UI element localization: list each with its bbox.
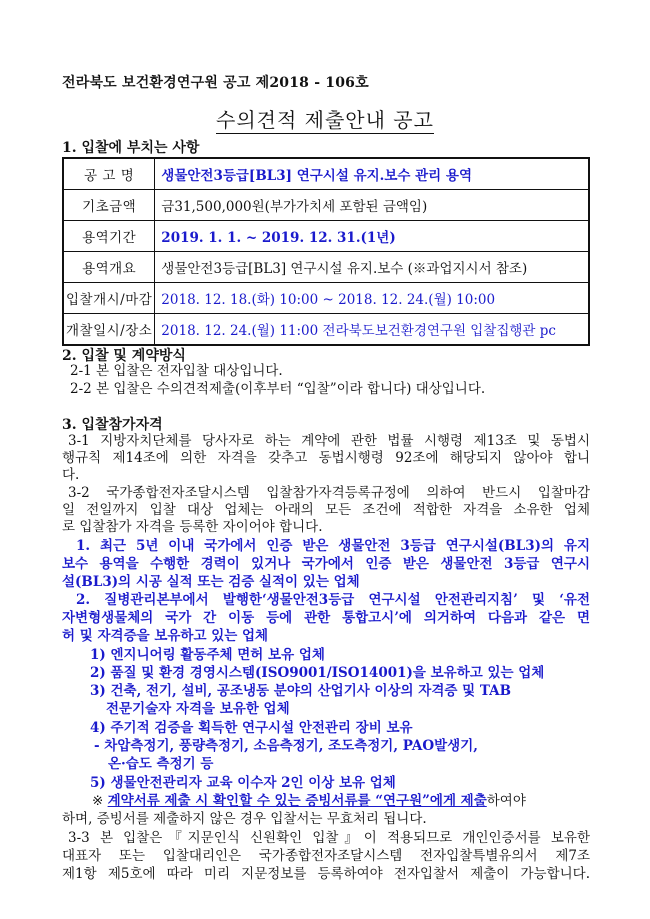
requirement-1-line: 설(BL3)의 시공 실적 또는 검증 실적이 있는 업체 <box>62 574 360 590</box>
requirement-2-line: 허 및 자격증을 보유하고 있는 업체 <box>62 628 269 644</box>
para-3-1-line: 행규칙 제14조에 의한 자격을 갖추고 동법시행령 92조에 해당되지 않아야 합니 <box>62 450 590 466</box>
row-value: 생물안전3등급[BL3] 연구시설 유지.보수 (※과업지시서 참조) <box>155 252 589 283</box>
submission-note <box>92 793 590 810</box>
license-item: 1) 엔지니어링 활동주체 면허 보유 업체 <box>90 647 325 663</box>
table-row <box>63 158 589 190</box>
license-item: - 차압측정기, 풍량측정기, 소음측정기, 조도측정기, PAO발생기, <box>94 738 478 754</box>
row-label: 개찰일시/장소 <box>63 314 155 346</box>
row-value: 2019. 1. 1. ~ 2019. 12. 31.(1년) <box>155 221 589 252</box>
license-item: 3) 건축, 전기, 설비, 공조냉동 분야의 산업기사 이상의 자격증 및 TAB <box>90 683 512 699</box>
row-value: 생물안전3등급[BL3] 연구시설 유지.보수 관리 용역 <box>155 158 589 190</box>
document-title <box>0 104 650 133</box>
requirement-2-line: 2. 질병관리본부에서 발행한‘생물안전3등급 연구시설 안전관리지침’ 및 ‘유전 <box>76 592 590 608</box>
document-title-text: 수의견적 제출안내 공고 <box>216 108 434 132</box>
section3-heading: 3. 입찰참가자격 <box>62 417 163 433</box>
row-value: 2018. 12. 18.(화) 10:00 ~ 2018. 12. 24.(월) 10:00 <box>155 283 589 314</box>
para-3-1-line: 3-1 지방자치단체를 당사자로 하는 계약에 관한 법률 시행령 제13조 및 동법시 <box>68 433 590 449</box>
table-row <box>63 190 589 221</box>
para-3-3-line: 3-3 본 입찰은『지문인식 신원확인 입찰』이 적용되므로 개인인증서를 보유한 <box>68 830 590 846</box>
license-item: 온·습도 측정기 등 <box>108 756 214 772</box>
submission-note-line: 하며, 증빙서를 제출하지 않은 경우 입찰서는 무효처리 됩니다. <box>62 811 427 827</box>
section2-heading: 2. 입찰 및 계약방식 <box>62 348 186 364</box>
para-3-3-line: 대표자 또는 입찰대리인은 국가종합전자조달시스템 전자입찰특별유의서 제7조 <box>62 848 590 864</box>
section2-line: 2-1 본 입찰은 전자입찰 대상입니다. <box>70 363 283 379</box>
table-row <box>63 221 589 252</box>
license-item: 전문기술자 자격을 보유한 업체 <box>106 701 290 717</box>
note-mark: ※ <box>92 793 104 809</box>
bid-info-table <box>62 157 590 346</box>
row-label: 입찰개시/마감 <box>63 283 155 314</box>
table-row <box>63 314 589 346</box>
table-row <box>63 283 589 314</box>
table-row <box>63 252 589 283</box>
row-value: 금31,500,000원(부가가치세 포함된 금액임) <box>155 190 589 221</box>
note-tail: 하여야 <box>486 793 526 809</box>
para-3-2-line: 일 전일까지 입찰 대상 업체는 아래의 모든 조건에 적합한 자격을 소유한 업체 <box>62 502 590 518</box>
row-label: 기초금액 <box>63 190 155 221</box>
section1-heading: 1. 입찰에 부치는 사항 <box>62 140 200 156</box>
row-label: 용역개요 <box>63 252 155 283</box>
note-highlight: 계약서류 제출 시 확인할 수 있는 증빙서류를 “연구원”에게 제출 <box>107 793 487 809</box>
row-label: 용역기간 <box>63 221 155 252</box>
section2-line: 2-2 본 입찰은 수의견적제출(이후부터 “입찰”이라 합니다) 대상입니다. <box>70 381 486 397</box>
para-3-2-line: 로 입찰참가 자격을 등록한 자이어야 합니다. <box>62 519 323 535</box>
requirement-2-line: 자변형생물체의 국가 간 이동 등에 관한 통합고시’에 의거하여 다음과 같은 면 <box>62 610 590 626</box>
para-3-1-line: 다. <box>62 467 80 483</box>
requirement-1-line: 보수 용역을 수행한 경력이 있거나 국가에서 인증 받은 생물안전 3등급 연구시 <box>62 556 590 572</box>
notice-number: 전라북도 보건환경연구원 공고 제2018 - 106호 <box>62 75 369 91</box>
para-3-3-line: 제1항 제5호에 따라 미리 지문정보를 등록하여야 전자입찰서 제출이 가능합니다. <box>62 866 590 882</box>
para-3-2-line: 3-2 국가종합전자조달시스템 입찰참가자격등록규정에 의하여 반드시 입찰마감 <box>68 485 590 501</box>
license-item: 5) 생물안전관리자 교육 이수자 2인 이상 보유 업체 <box>90 775 396 791</box>
row-label: 공 고 명 <box>63 158 155 190</box>
license-item: 4) 주기적 검증을 획득한 연구시설 안전관리 장비 보유 <box>90 720 413 736</box>
requirement-1-line: 1. 최근 5년 이내 국가에서 인증 받은 생물안전 3등급 연구시설(BL3)의 유지 <box>76 538 590 554</box>
row-value: 2018. 12. 24.(월) 11:00 전라북도보건환경연구원 입찰집행관 pc <box>155 314 589 346</box>
license-item: 2) 품질 및 환경 경영시스템(ISO9001/ISO14001)을 보유하고 있는 업체 <box>90 665 545 681</box>
